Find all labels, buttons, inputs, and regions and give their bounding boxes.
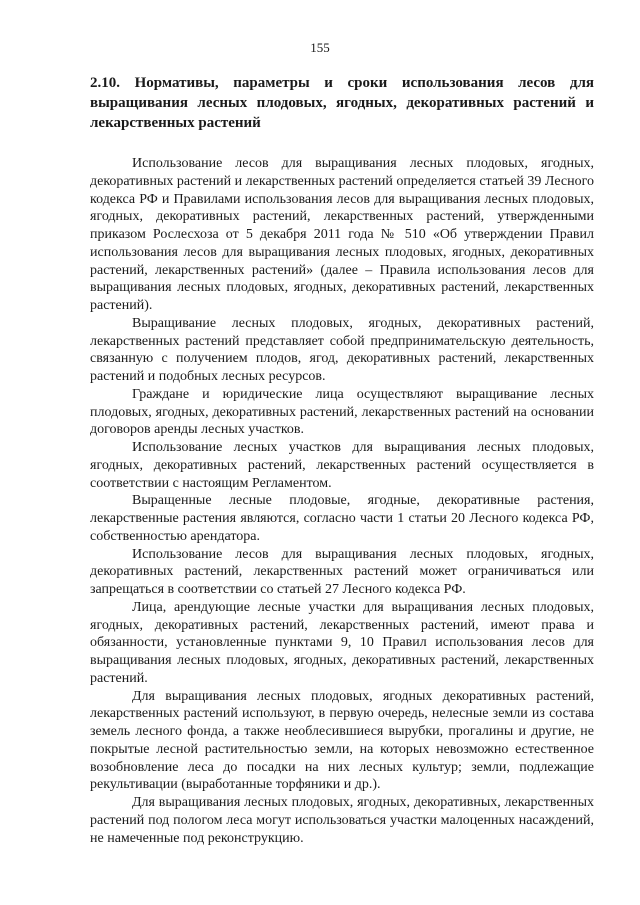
paragraph: Выращивание лесных плодовых, ягодных, декоративных растений, лекарственных растений представляет собой предпринимательскую деятельность, связанную с получением плодов, ягод, декоративных растений, лекарственных растений и подобных лесных ресурсов. [90,315,594,384]
paragraph: Использование лесов для выращивания лесных плодовых, ягодных, декоративных растений и лекарственных растений определяется статьей 39 Лесного кодекса РФ и Правилами использования лесов для выращивания лесных плодовых, ягодных, декоративных растений, лекарственных растений, утвержденными приказом Рослесхоза от 5 декабря 2011 года № 510 «Об утверждении Правил использования лесов для выращивания лесных плодовых, ягодных, декоративных растений, лекарственных растений» (далее – Правила использования лесов для выращивания лесных плодовых, ягодных, декоративных растений, лекарственных растений). [90,156,594,313]
paragraph: Использование лесных участков для выращивания лесных плодовых, ягодных, декоративных растений, лекарственных растений осуществляется в соответствии с настоящим Регламентом. [90,440,594,491]
paragraph: Для выращивания лесных плодовых, ягодных декоративных растений, лекарственных растений используют, в первую очередь, нелесные земли из состава земель лесного фонда, а также необлесившиеся вырубки, прогалины и другие, не покрытые лесной растительностью земли, на которых невозможно естественное возобновление леса до посадки на них лесных культур; земли, подлежащие рекультивации (выработанные торфяники и др.). [90,688,594,793]
paragraph: Для выращивания лесных плодовых, ягодных, декоративных, лекарственных растений под пологом леса могут использоваться участки малоценных насаждений, не намеченные под реконструкцию. [90,795,594,846]
paragraph: Использование лесов для выращивания лесных плодовых, ягодных, декоративных растений, лекарственных растений может ограничиваться или запрещаться в соответствии со статьей 27 Лесного кодекса РФ. [90,546,594,597]
paragraph: Выращенные лесные плодовые, ягодные, декоративные растения, лекарственные растения являются, согласно части 1 статьи 20 Лесного кодекса РФ, собственностью арендатора. [90,493,594,544]
paragraph: Лица, арендующие лесные участки для выращивания лесных плодовых, ягодных, декоративных растений, лекарственных растений, имеют права и обязанности, установленные пунктами 9, 10 Правил использования лесов для выращивания лесных плодовых, ягодных, декоративных растений, лекарственных растений. [90,599,594,686]
page-number: 155 [310,40,330,55]
document-body [90,155,594,847]
paragraph: Граждане и юридические лица осуществляют выращивание лесных плодовых, ягодных, декоративных растений, лекарственных растений на основании договоров аренды лесных участков. [90,386,594,438]
section-heading: 2.10. Нормативы, параметры и сроки использования лесов для выращивания лесных плодовых, ягодных, декоративных растений и лекарственных растений [90,75,594,131]
